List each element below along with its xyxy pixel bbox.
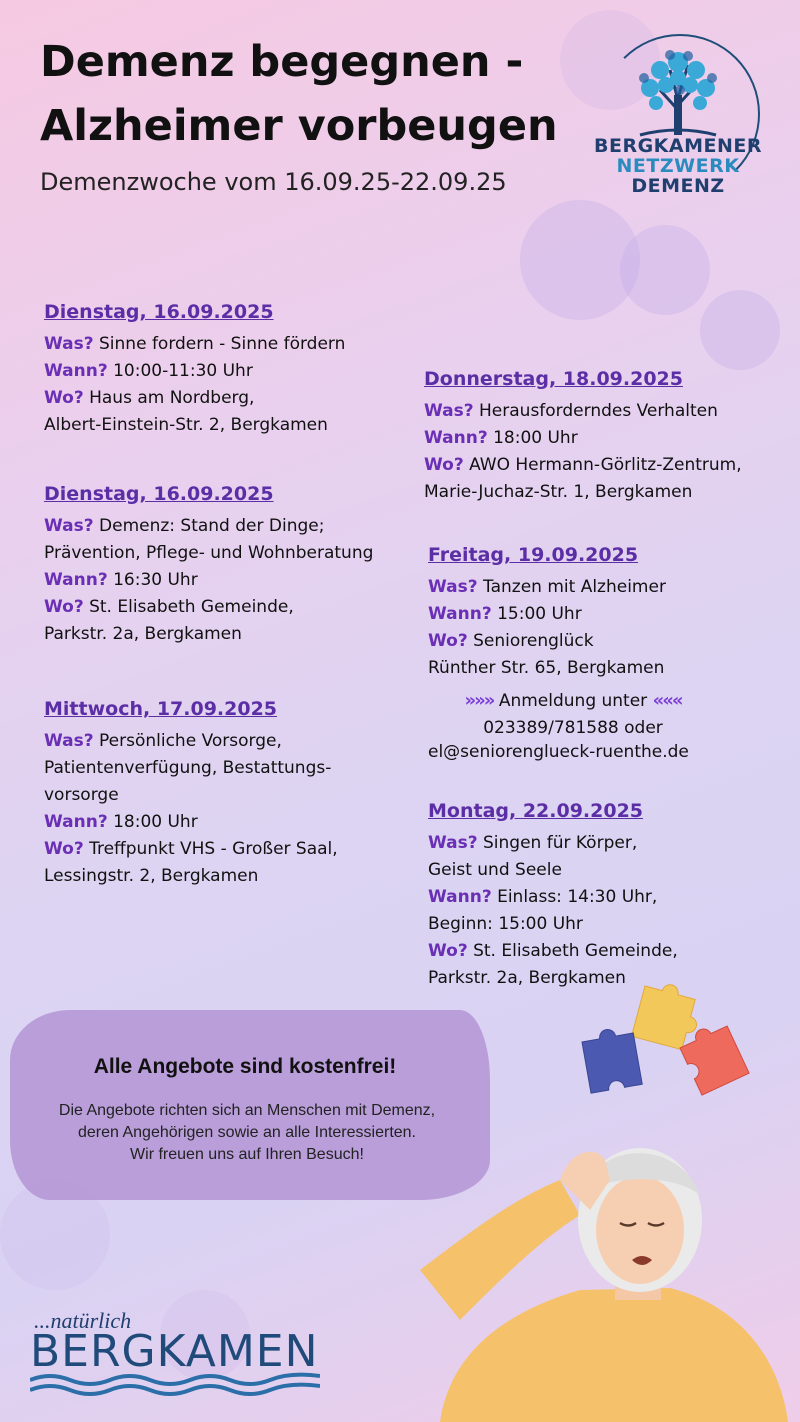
registration-info bbox=[428, 687, 718, 742]
event-card bbox=[428, 796, 788, 992]
event-when-value: 10:00-11:30 Uhr bbox=[113, 361, 253, 381]
label-wo: Wo? bbox=[44, 388, 84, 408]
event-where bbox=[44, 836, 414, 863]
event-where bbox=[44, 385, 414, 412]
event-date: Montag, 22.09.2025 bbox=[428, 800, 644, 822]
label-wo: Wo? bbox=[424, 455, 464, 475]
event-card bbox=[44, 479, 424, 648]
registration-phone: 023389/781588 oder bbox=[483, 718, 663, 738]
event-card bbox=[424, 364, 794, 506]
town-name: BERGKAMEN bbox=[30, 1326, 319, 1377]
event-where-value: AWO Hermann-Görlitz-Zentrum, bbox=[469, 455, 742, 475]
event-what bbox=[44, 513, 424, 540]
label-wo: Wo? bbox=[44, 597, 84, 617]
event-where bbox=[44, 594, 424, 621]
title-line: Alzheimer vorbeugen bbox=[40, 101, 558, 151]
event-what-value: Singen für Körper, bbox=[483, 833, 638, 853]
event-when bbox=[44, 358, 414, 385]
puzzle-piece-blue bbox=[581, 1025, 643, 1093]
event-where-address: Rünther Str. 65, Bergkamen bbox=[428, 658, 665, 678]
event-when-value: Einlass: 14:30 Uhr, bbox=[497, 887, 658, 907]
puzzle-piece-yellow bbox=[632, 978, 705, 1051]
event-where-value: Haus am Nordberg, bbox=[89, 388, 255, 408]
event-where-value: St. Elisabeth Gemeinde, bbox=[89, 597, 294, 617]
decor-bubble bbox=[700, 290, 780, 370]
event-where-address: Marie-Juchaz-Str. 1, Bergkamen bbox=[424, 482, 693, 502]
event-what-value: Tanzen mit Alzheimer bbox=[483, 577, 666, 597]
town-tagline: ...natürlich bbox=[34, 1308, 132, 1333]
notice-line: Wir freuen uns auf Ihren Besuch! bbox=[130, 1146, 364, 1163]
event-what bbox=[44, 331, 414, 358]
wave-icon bbox=[30, 1372, 320, 1396]
event-when-value: 16:30 Uhr bbox=[113, 570, 198, 590]
notice-line: Die Angebote richten sich an Menschen mit Demenz, bbox=[58, 1102, 436, 1119]
event-when bbox=[428, 884, 788, 911]
event-when bbox=[44, 809, 414, 836]
label-wo: Wo? bbox=[428, 631, 468, 651]
event-what-value: Persönliche Vorsorge, bbox=[99, 731, 282, 751]
event-what-value: Sinne fordern - Sinne fördern bbox=[99, 334, 346, 354]
event-what-cont: vorsorge bbox=[44, 785, 119, 805]
label-wann: Wann? bbox=[428, 887, 492, 907]
tree-icon bbox=[630, 40, 726, 140]
event-where-address: Lessingstr. 2, Bergkamen bbox=[44, 866, 259, 886]
event-when-value: 15:00 Uhr bbox=[497, 604, 582, 624]
registration-label: Anmeldung unter bbox=[498, 691, 648, 711]
event-card bbox=[428, 540, 788, 682]
event-date: Mittwoch, 17.09.2025 bbox=[44, 698, 278, 720]
event-date: Dienstag, 16.09.2025 bbox=[44, 301, 274, 323]
label-wann: Wann? bbox=[428, 604, 492, 624]
event-what-cont: Prävention, Pflege- und Wohnberatung bbox=[44, 543, 374, 563]
network-logo bbox=[588, 34, 768, 204]
event-what-value: Herausforderndes Verhalten bbox=[479, 401, 718, 421]
event-where-address: Albert-Einstein-Str. 2, Bergkamen bbox=[44, 415, 328, 435]
label-was: Was? bbox=[424, 401, 474, 421]
event-what-value: Demenz: Stand der Dinge; bbox=[99, 516, 325, 536]
label-wann: Wann? bbox=[44, 361, 108, 381]
event-where-address: Parkstr. 2a, Bergkamen bbox=[428, 968, 626, 988]
event-date: Donnerstag, 18.09.2025 bbox=[424, 368, 683, 390]
event-what bbox=[44, 728, 414, 755]
label-wo: Wo? bbox=[44, 839, 84, 859]
event-when-value: 18:00 Uhr bbox=[113, 812, 198, 832]
event-date: Dienstag, 16.09.2025 bbox=[44, 483, 274, 505]
logo-text: NETZWERK bbox=[616, 155, 740, 177]
notice-text bbox=[22, 1100, 472, 1166]
label-wann: Wann? bbox=[44, 570, 108, 590]
arrow-left-icon: ««« bbox=[652, 690, 682, 711]
event-where-value: Treffpunkt VHS - Großer Saal, bbox=[89, 839, 338, 859]
decor-bubble bbox=[620, 225, 710, 315]
label-wann: Wann? bbox=[44, 812, 108, 832]
label-was: Was? bbox=[428, 833, 478, 853]
event-what-cont: Geist und Seele bbox=[428, 860, 562, 880]
label-was: Was? bbox=[44, 516, 94, 536]
label-was: Was? bbox=[428, 577, 478, 597]
event-where bbox=[424, 452, 794, 479]
logo-text: DEMENZ bbox=[631, 175, 725, 197]
event-when bbox=[428, 601, 788, 628]
label-wo: Wo? bbox=[428, 941, 468, 961]
registration-email: el@seniorenglueck-ruenthe.de bbox=[428, 742, 689, 762]
event-what bbox=[428, 574, 788, 601]
notice-title: Alle Angebote sind kostenfrei! bbox=[93, 1055, 397, 1078]
event-what-cont: Patientenverfügung, Bestattungs- bbox=[44, 758, 332, 778]
page-title bbox=[40, 30, 580, 158]
event-when bbox=[424, 425, 794, 452]
event-card bbox=[44, 694, 414, 890]
event-where-value: Seniorenglück bbox=[473, 631, 594, 651]
event-what bbox=[428, 830, 788, 857]
event-card bbox=[44, 297, 414, 439]
arrow-right-icon: »»» bbox=[464, 690, 494, 711]
event-when bbox=[44, 567, 424, 594]
label-was: Was? bbox=[44, 731, 94, 751]
event-when-cont: Beginn: 15:00 Uhr bbox=[428, 914, 583, 934]
puzzle-pieces-icon bbox=[570, 978, 770, 1128]
logo-text: BERGKAMENER bbox=[593, 135, 762, 157]
event-where bbox=[428, 938, 788, 965]
elderly-person-illustration bbox=[420, 1120, 800, 1422]
title-line: Demenz begegnen - bbox=[40, 37, 524, 87]
notice-line: deren Angehörigen sowie an alle Interessierten. bbox=[78, 1124, 416, 1141]
event-what bbox=[424, 398, 794, 425]
label-wann: Wann? bbox=[424, 428, 488, 448]
page-subtitle: Demenzwoche vom 16.09.25-22.09.25 bbox=[40, 168, 507, 196]
event-where-value: St. Elisabeth Gemeinde, bbox=[473, 941, 678, 961]
event-where-address: Parkstr. 2a, Bergkamen bbox=[44, 624, 242, 644]
label-was: Was? bbox=[44, 334, 94, 354]
event-date: Freitag, 19.09.2025 bbox=[428, 544, 639, 566]
event-when-value: 18:00 Uhr bbox=[493, 428, 578, 448]
event-where bbox=[428, 628, 788, 655]
